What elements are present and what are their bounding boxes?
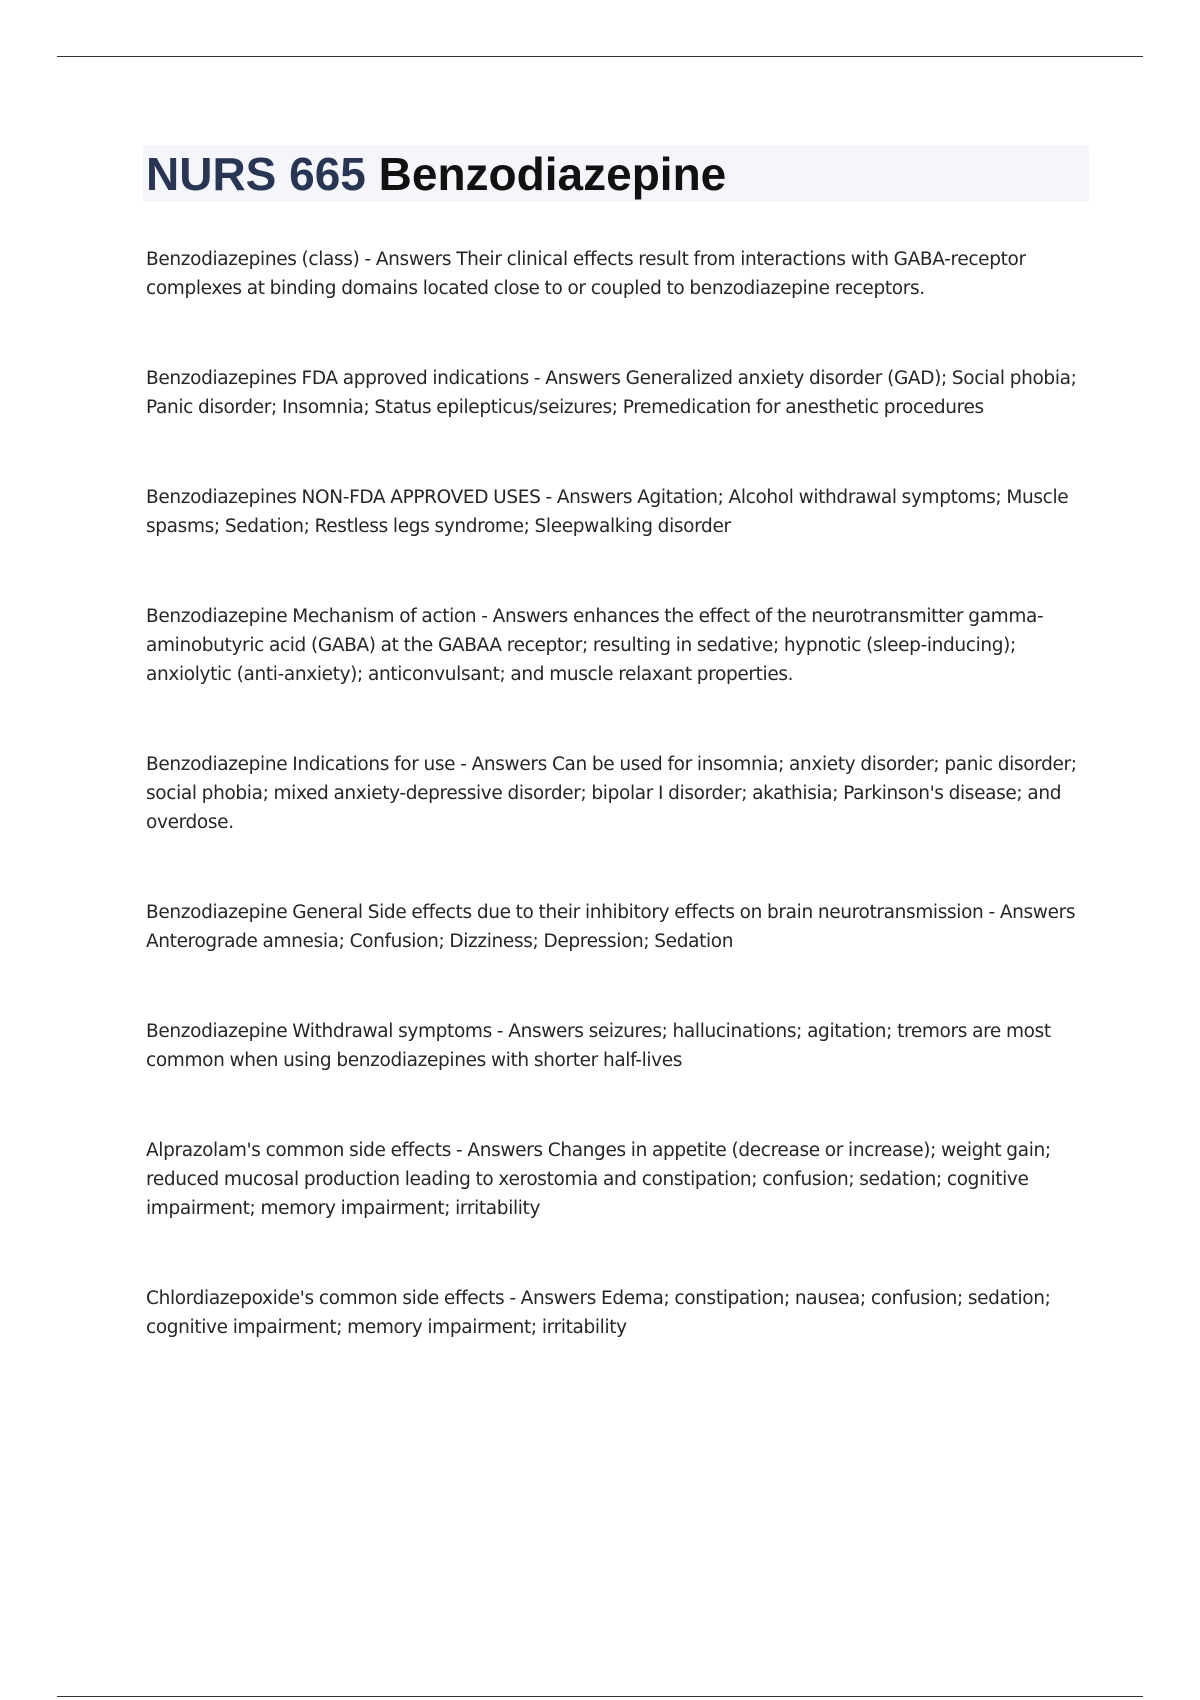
course-code: NURS 665 <box>146 148 366 200</box>
qa-entry: Alprazolam's common side effects - Answers Changes in appetite (decrease or increase); weight gain; reduced mucosal production leading to xerostomia and constipation; confusion; sedation; cognitive impairment; memory impairment; irritability <box>146 1140 1051 1219</box>
page-title <box>146 146 726 202</box>
qa-entry: Benzodiazepine Mechanism of action - Answers enhances the effect of the neurotransmitter gamma-aminobutyric acid (GABA) at the GABAA receptor; resulting in sedative; hypnotic (sleep-inducing); anxiolytic (anti-anxiety); anticonvulsant; and muscle relaxant properties. <box>146 606 1044 685</box>
qa-entry: Benzodiazepines NON-FDA APPROVED USES - Answers Agitation; Alcohol withdrawal symptoms; Muscle spasms; Sedation; Restless legs syndrome; Sleepwalking disorder <box>146 487 1069 537</box>
qa-entry: Chlordiazepoxide's common side effects - Answers Edema; constipation; nausea; confusion; sedation; cognitive impairment; memory impairment; irritability <box>146 1288 1051 1338</box>
bottom-divider <box>57 1696 1143 1697</box>
qa-entry: Benzodiazepines (class) - Answers Their clinical effects result from interactions with GABA-receptor complexes at binding domains located close to or coupled to benzodiazepine receptors. <box>146 249 1026 299</box>
qa-entry: Benzodiazepines FDA approved indications - Answers Generalized anxiety disorder (GAD); Social phobia; Panic disorder; Insomnia; Status epilepticus/seizures; Premedication for anesthetic procedures <box>146 368 1077 418</box>
top-divider <box>57 56 1143 57</box>
qa-entry: Benzodiazepine General Side effects due to their inhibitory effects on brain neurotransmission - Answers Anterograde amnesia; Confusion; Dizziness; Depression; Sedation <box>146 902 1076 952</box>
qa-entry: Benzodiazepine Indications for use - Answers Can be used for insomnia; anxiety disorder; panic disorder; social phobia; mixed anxiety-depressive disorder; bipolar I disorder; akathisia; Parkinson's disease; and overdose. <box>146 754 1077 833</box>
qa-entry: Benzodiazepine Withdrawal symptoms - Answers seizures; hallucinations; agitation; tremors are most common when using benzodiazepines with shorter half-lives <box>146 1021 1051 1071</box>
title-subject: Benzodiazepine <box>378 148 727 200</box>
qa-list <box>146 245 1092 1403</box>
